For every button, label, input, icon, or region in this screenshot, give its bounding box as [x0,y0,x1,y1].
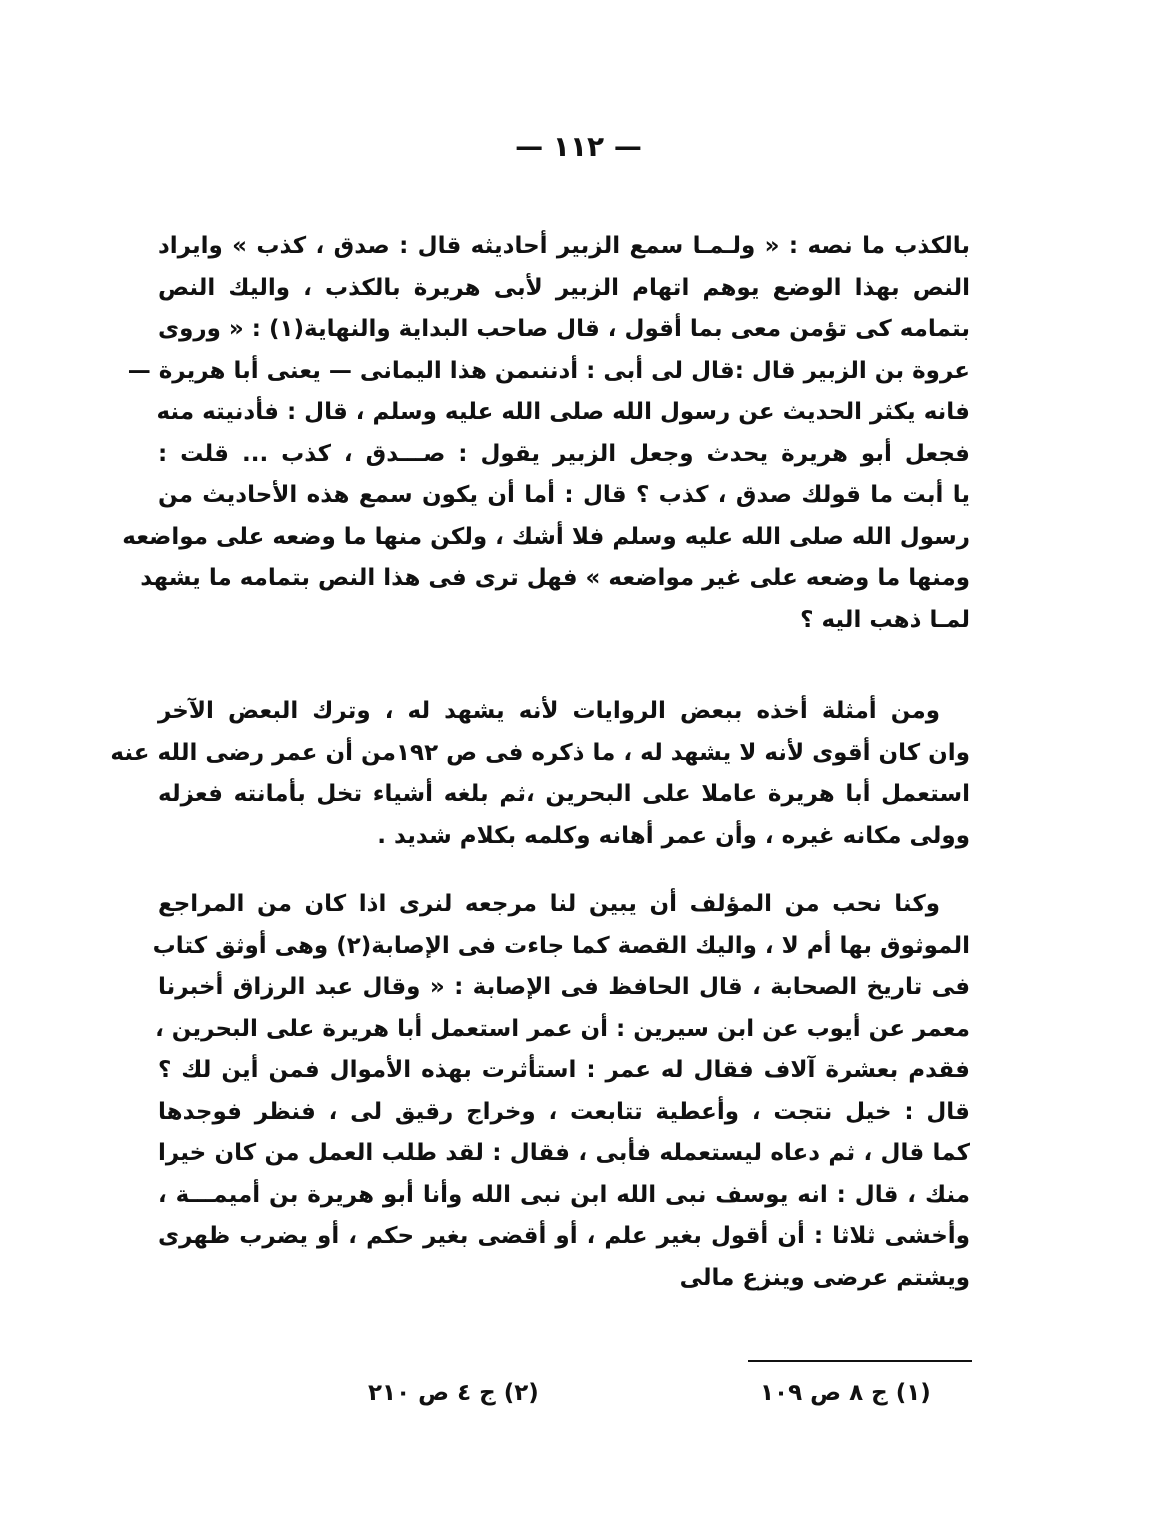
text-line: قال : خيل نتجت ، وأعطية تتابعت ، وخراج رقيق لى ، فنظر فوجدها [158,1098,970,1125]
paragraph-1 [122,226,970,641]
text-line: كما قال ، ثم دعاه ليستعمله فأبى ، فقال : لقد طلب العمل من كان خيرا [158,1140,970,1166]
paragraph-2 [110,691,970,857]
text-line: ومنها ما وضعه على غير مواضعه » فهل ترى فى هذا النص بتمامه ما يشهد [140,565,970,591]
text-line: وكنا نحب من المؤلف أن يبين لنا مرجعه لنرى اذا كان من المراجع [158,891,940,917]
text-line: لمـا ذهب اليه ؟ [800,606,970,633]
text-line: فقدم بعشرة آلاف فقال له عمر : استأثرت بهذه الأموال فمن أين لك ؟ [158,1057,970,1083]
text-line: فجعل أبو هريرة يحدث وجعل الزبير يقول : صـــدق ، كذب ... قلت : [158,440,970,467]
footnote-2: (٢) ج ٤ ص ٢١٠ [368,1380,539,1406]
text-line: الموثوق بها أم لا ، واليك القصة كما جاءت فى الإصابة(٢) وهى أوثق كتاب [152,932,970,959]
footnote-1: (١) ج ٨ ص ١٠٩ [760,1380,931,1406]
text-line: وولى مكانه غيره ، وأن عمر أهانه وكلمه بكلام شديد . [377,822,970,849]
text-line: عروة بن الزبير قال :قال لى أبى : أدننىمن هذا اليمانى — يعنى أبا هريرة — [127,357,970,384]
text-line: ومن أمثلة أخذه ببعض الروايات لأنه يشهد له ، وترك البعض الآخر [158,698,940,724]
text-line: استعمل أبا هريرة عاملا على البحرين ،ثم بلغه أشياء تخل بأمانته فعزله [158,781,970,807]
text-line: فى تاريخ الصحابة ، قال الحافظ فى الإصابة : « وقال عبد الرزاق أخبرنا [158,974,970,1000]
footnote-divider [748,1360,972,1362]
text-line: النص بهذا الوضع يوهم اتهام الزبير لأبى هريرة بالكذب ، واليك النص [158,274,970,301]
text-line: منك ، قال : انه يوسف نبى الله ابن نبى الله وأنا أبو هريرة بن أميمـــة ، [158,1181,970,1208]
text-line: فانه يكثر الحديث عن رسول الله صلى الله عليه وسلم ، قال : فأدنيته منه [156,399,970,425]
text-line: معمر عن أيوب عن ابن سيرين : أن عمر استعمل أبا هريرة على البحرين ، [155,1015,970,1042]
text-line: وأخشى ثلاثا : أن أقول بغير علم ، أو أقضى بغير حكم ، أو يضرب ظهرى [158,1223,970,1249]
text-line: بالكذب ما نصه : « ولـمـا سمع الزبير أحاديثه قال : صدق ، كذب » وايراد [158,233,970,259]
text-line: يا أبت ما قولك صدق ، كذب ؟ قال : أما أن يكون سمع هذه الأحاديث من [158,482,970,508]
text-line: وان كان أقوى لأنه لا يشهد له ، ما ذكره فى ص ١٩٢من أن عمر رضى الله عنه [110,739,970,766]
paragraph-3 [152,884,970,1299]
text-line: ويشتم عرضى وينزع مالى [679,1264,970,1291]
page-number: — ١١٢ — [515,130,642,163]
text-line: بتمامه كى تؤمن معى بما أقول ، قال صاحب البداية والنهاية(١) : « وروى [157,316,970,342]
text-line: رسول الله صلى الله عليه وسلم فلا أشك ، ولكن منها ما وضعه على مواضعه [122,523,970,550]
